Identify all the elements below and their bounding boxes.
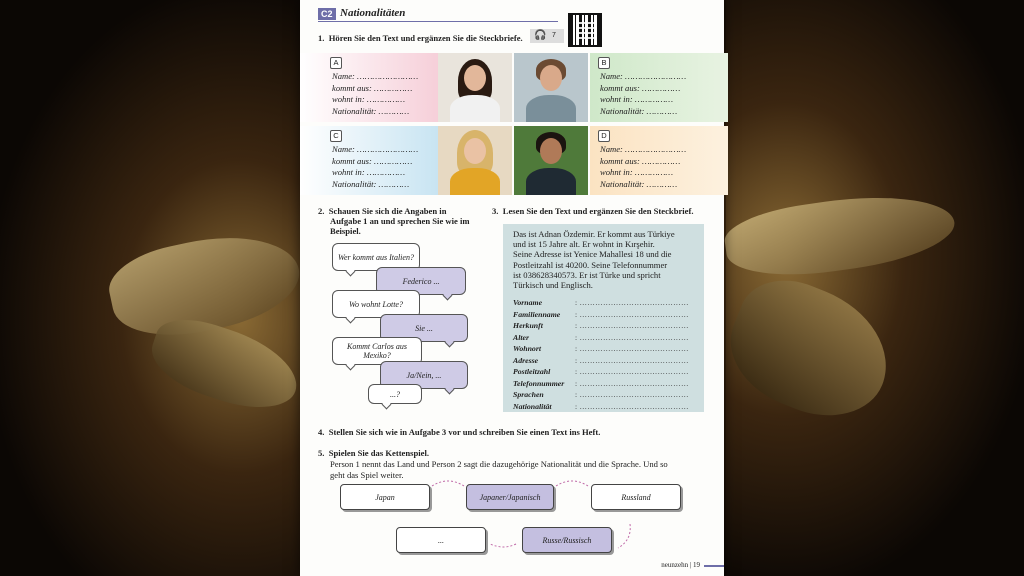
field-label: Familienname bbox=[513, 309, 561, 319]
audio-track-badge[interactable] bbox=[530, 29, 564, 43]
speech-bubble-question: Kommt Carlos aus Mexiko? bbox=[332, 337, 422, 365]
field-label: Nationalität bbox=[513, 401, 552, 411]
field-label: Vorname bbox=[513, 298, 543, 307]
speech-bubble-question: Wer kommt aus Italien? bbox=[332, 243, 420, 271]
task5-instructions: Person 1 nennt das Land und Person 2 sagt die dazugehörige Nationalität und die Sprache. Und so geht das Spiel weiter. bbox=[330, 459, 668, 480]
field-blank[interactable]: : …………………………………… bbox=[575, 355, 689, 365]
profile-text-box bbox=[503, 224, 704, 412]
profile-paragraph: Das ist Adnan Özdemir. Er kommt aus Türkiye und ist 15 Jahre alt. Er wohnt in Kırşehir. Seine Adresse ist Yenice Mahallesi 18 und die Postleitzahl ist 40200. Seine Telefonnummer ist 038628340573. Er ist Türke und spricht Türkisch und Englisch. bbox=[513, 229, 675, 291]
field-blank[interactable]: : …………………………………… bbox=[575, 298, 689, 307]
field-label: Postleitzahl bbox=[513, 367, 551, 376]
profile-card-a bbox=[300, 53, 438, 122]
card-fields: Name: …………………… kommt aus: …………… wohnt in: …………… Nationalität: ………… bbox=[600, 144, 687, 189]
photo-man-curly-hair bbox=[514, 126, 588, 195]
headphones-icon: 🎧 bbox=[534, 30, 547, 41]
field-blank[interactable]: : …………………………………… bbox=[575, 309, 689, 319]
worksheet-page bbox=[300, 0, 724, 576]
speech-bubble-question: ...? bbox=[368, 384, 422, 404]
chain-box-nationality: Russe/Russisch bbox=[522, 527, 612, 553]
field-label: Adresse bbox=[513, 355, 539, 365]
field-blank[interactable]: : …………………………………… bbox=[575, 332, 689, 342]
card-fields: Name: …………………… kommt aus: …………… wohnt in: …………… Nationalität: ………… bbox=[600, 71, 687, 116]
card-letter: B bbox=[598, 57, 610, 69]
card-letter: C bbox=[330, 130, 342, 142]
profile-card-b bbox=[590, 53, 728, 122]
card-letter: D bbox=[598, 130, 610, 142]
field-label: Wohnort bbox=[513, 344, 542, 353]
speech-bubble-answer: Ja/Nein, ... bbox=[380, 361, 468, 389]
field-blank[interactable]: : …………………………………… bbox=[575, 390, 689, 399]
photo-blonde-woman bbox=[438, 126, 512, 195]
field-blank[interactable]: : …………………………………… bbox=[575, 367, 689, 376]
page-footer: neunzehn | 19 bbox=[661, 561, 700, 569]
chain-box-country: Russland bbox=[591, 484, 681, 510]
photo-man-glasses bbox=[514, 53, 588, 122]
speech-bubble-answer: Federico ... bbox=[376, 267, 466, 295]
card-fields: Name: …………………… kommt aus: …………… wohnt in: …………… Nationalität: ………… bbox=[332, 144, 419, 189]
title-divider bbox=[318, 21, 558, 22]
footer-bar bbox=[704, 565, 724, 567]
task5-heading: 5. Spielen Sie das Kettenspiel. bbox=[318, 448, 430, 458]
speech-bubble-question: Wo wohnt Lotte? bbox=[332, 290, 420, 318]
speech-bubble-answer: Sie ... bbox=[380, 314, 468, 342]
task3-heading: 3. Lesen Sie den Text und ergänzen Sie den Steckbrief. bbox=[492, 206, 694, 216]
profile-card-d bbox=[590, 126, 728, 195]
field-label: Herkunft bbox=[513, 321, 543, 330]
field-label: Telefonnummer bbox=[513, 378, 565, 388]
chain-box-blank: ... bbox=[396, 527, 486, 553]
qr-code[interactable] bbox=[568, 13, 602, 47]
field-blank[interactable]: : …………………………………… bbox=[575, 321, 689, 330]
card-letter: A bbox=[330, 57, 342, 69]
field-label: Alter bbox=[513, 332, 530, 342]
card-fields: Name: …………………… kommt aus: …………… wohnt in: …………… Nationalität: ………… bbox=[332, 71, 419, 116]
profile-card-c bbox=[300, 126, 438, 195]
section-tag: C2 bbox=[318, 8, 336, 20]
task1-heading: 1. Hören Sie den Text und ergänzen Sie die Steckbriefe. bbox=[318, 33, 523, 43]
field-blank[interactable]: : …………………………………… bbox=[575, 378, 689, 388]
task4-heading: 4. Stellen Sie sich wie in Aufgabe 3 vor und schreiben Sie einen Text ins Heft. bbox=[318, 427, 601, 437]
page-number: 19 bbox=[693, 561, 700, 569]
field-label: Sprachen bbox=[513, 390, 544, 399]
track-number: 7 bbox=[552, 32, 556, 39]
photo-young-woman bbox=[438, 53, 512, 122]
field-blank[interactable]: : …………………………………… bbox=[575, 344, 689, 353]
field-blank[interactable]: : …………………………………… bbox=[575, 401, 689, 411]
section-title: Nationalitäten bbox=[340, 7, 406, 19]
chain-box-country: Japan bbox=[340, 484, 430, 510]
task2-heading: 2. Schauen Sie sich die Angaben in Aufgabe 1 an und sprechen Sie wie im Beispiel. bbox=[318, 206, 470, 236]
chain-box-nationality: Japaner/Japanisch bbox=[466, 484, 554, 510]
